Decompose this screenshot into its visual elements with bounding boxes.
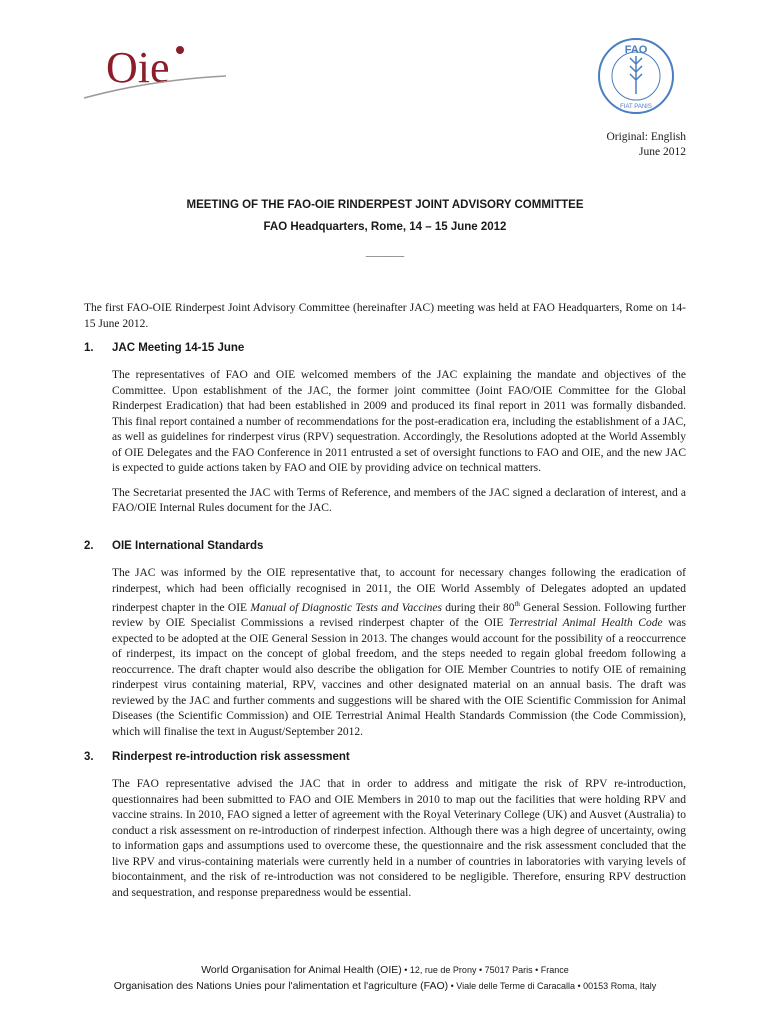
section-1 (84, 342, 686, 517)
document-date: June 2012 (639, 146, 686, 158)
oie-logo (80, 36, 230, 106)
section-number: 3. (84, 751, 94, 763)
title-rule: ______ (365, 246, 405, 258)
footer-fao-address (0, 978, 770, 994)
ordinal-suffix: th (514, 600, 520, 608)
section-paragraph: The FAO representative advised the JAC that in order to address and mitigate the risk of RPV re-introduction, questionnaires had been submitted to FAO and OIE Members in 2010 to map out the facilities that were holding RPV and vaccine strains. In 2010, FAO signed a letter of agreement with the Royal Veterinary College (UK) and Ausvet (Australia) to conduct a risk assessment on re-introduction of rinderpest infection. Although there was a high degree of uncertainty, owing to information gaps and assumptions used to overcome these, the questionnaire and the risk assessment concluded that the live RPV and virus-containing materials were currently held in a number of countries in laboratories with varying levels of biocontainment, and the risk of re-introduction was not considered to be negligible. Therefore, ensuring RPV destruction and sequestration, and response preparedness would be essential. (112, 778, 686, 899)
document-meta (606, 130, 686, 160)
footer-address: • Viale delle Terme di Caracalla • 00153 Roma, Italy (448, 981, 657, 991)
fao-logo-text: FAO (624, 44, 648, 56)
section-title: OIE International Standards (112, 540, 264, 552)
original-language: Original: English (606, 131, 686, 143)
footer-address: • 12, rue de Prony • 75017 Paris • France (401, 965, 569, 975)
section-heading (84, 751, 686, 763)
intro-paragraph: The first FAO-OIE Rinderpest Joint Advisory Committee (hereinafter JAC) meeting was held at FAO Headquarters, Rome on 14-15 June 2012. (84, 302, 686, 330)
text-run: The JAC was informed by the OIE representative that, to account for necessary changes following the eradication of rinderpest, which had been officially recognised in 2011, the OIE World Assembly of Delegates adopted an updated rinderpest chapter in the OIE (112, 567, 686, 614)
section-3 (84, 751, 686, 901)
section-title: Rinderpest re-introduction risk assessment (112, 751, 350, 763)
footer-org: World Organisation for Animal Health (OIE) (201, 964, 402, 976)
section-paragraph: The Secretariat presented the JAC with Terms of Reference, and members of the JAC signed a declaration of interest, and a FAO/OIE Internal Rules document for the JAC. (112, 486, 686, 514)
section-heading (84, 342, 686, 354)
document-title: MEETING OF THE FAO-OIE RINDERPEST JOINT ADVISORY COMMITTEE (186, 199, 584, 211)
oie-logo-dot (176, 46, 184, 54)
text-run: was expected to be adopted at the OIE General Session in 2013. The changes would account for the possibility of a reoccurrence of rinderpest, its impact on the concept of global freedom, and the steps needed to regain global freedom following a reoccurrence. The draft chapter would also describe the obligation for OIE Member Countries to notify OIE of remaining rinderpest virus containing material, RPV, vaccines and other designated material on an annual basis. The draft was reviewed by the JAC and further comments and suggestions will be shared with the OIE Scientific Commission for Animal Diseases (the Scientific Commission) and OIE Terrestrial Animal Health Standards Commission (the Code Commission), which will finalise the text in August/September 2012. (112, 617, 686, 738)
text-run: during their 80 (442, 601, 515, 614)
text-run: General Session. Following further review by OIE Specialist Commissions a revised rinderpest chapter of the OIE (112, 601, 686, 630)
section-paragraph (112, 566, 686, 740)
footer-org: Organisation des Nations Unies pour l'alimentation et l'agriculture (FAO) (113, 980, 449, 992)
footer-oie-address (0, 962, 770, 978)
oie-logo-text: Oie (106, 43, 170, 92)
section-paragraph: The representatives of FAO and OIE welcomed members of the JAC explaining the mandate and objectives of the Committee. Upon establishment of the JAC, the former joint committee (Joint FAO/OIE Committee for the Global Rinderpest Eradication) that had been established in 2009 and produced its final report in 2011 was formally disbanded. This final report contained a number of recommendations for the post-eradication era, including the establishment of a JAC, as well as guidelines for rinderpest virus (RPV) sequestration. Accordingly, the Resolutions adopted at the World Assembly of OIE Delegates and the FAO Conference in 2011 entrusted a set of oversight functions to FAO and OIE, and the new JAC is expected to guide actions taken by FAO and OIE by providing advice on technical matters. (112, 369, 686, 474)
section-2 (84, 540, 686, 740)
section-number: 2. (84, 540, 94, 552)
document-subtitle: FAO Headquarters, Rome, 14 – 15 June 2012 (263, 221, 507, 233)
section-heading (84, 540, 686, 552)
fao-logo-wheat-icon (630, 56, 642, 94)
section-title: JAC Meeting 14-15 June (112, 342, 245, 354)
code-title: Terrestrial Animal Health Code (508, 617, 663, 630)
fao-logo-motto: FIAT PANIS (620, 104, 652, 110)
manual-title: Manual of Diagnostic Tests and Vaccines (250, 601, 443, 614)
fao-logo (596, 36, 676, 116)
section-number: 1. (84, 342, 94, 354)
